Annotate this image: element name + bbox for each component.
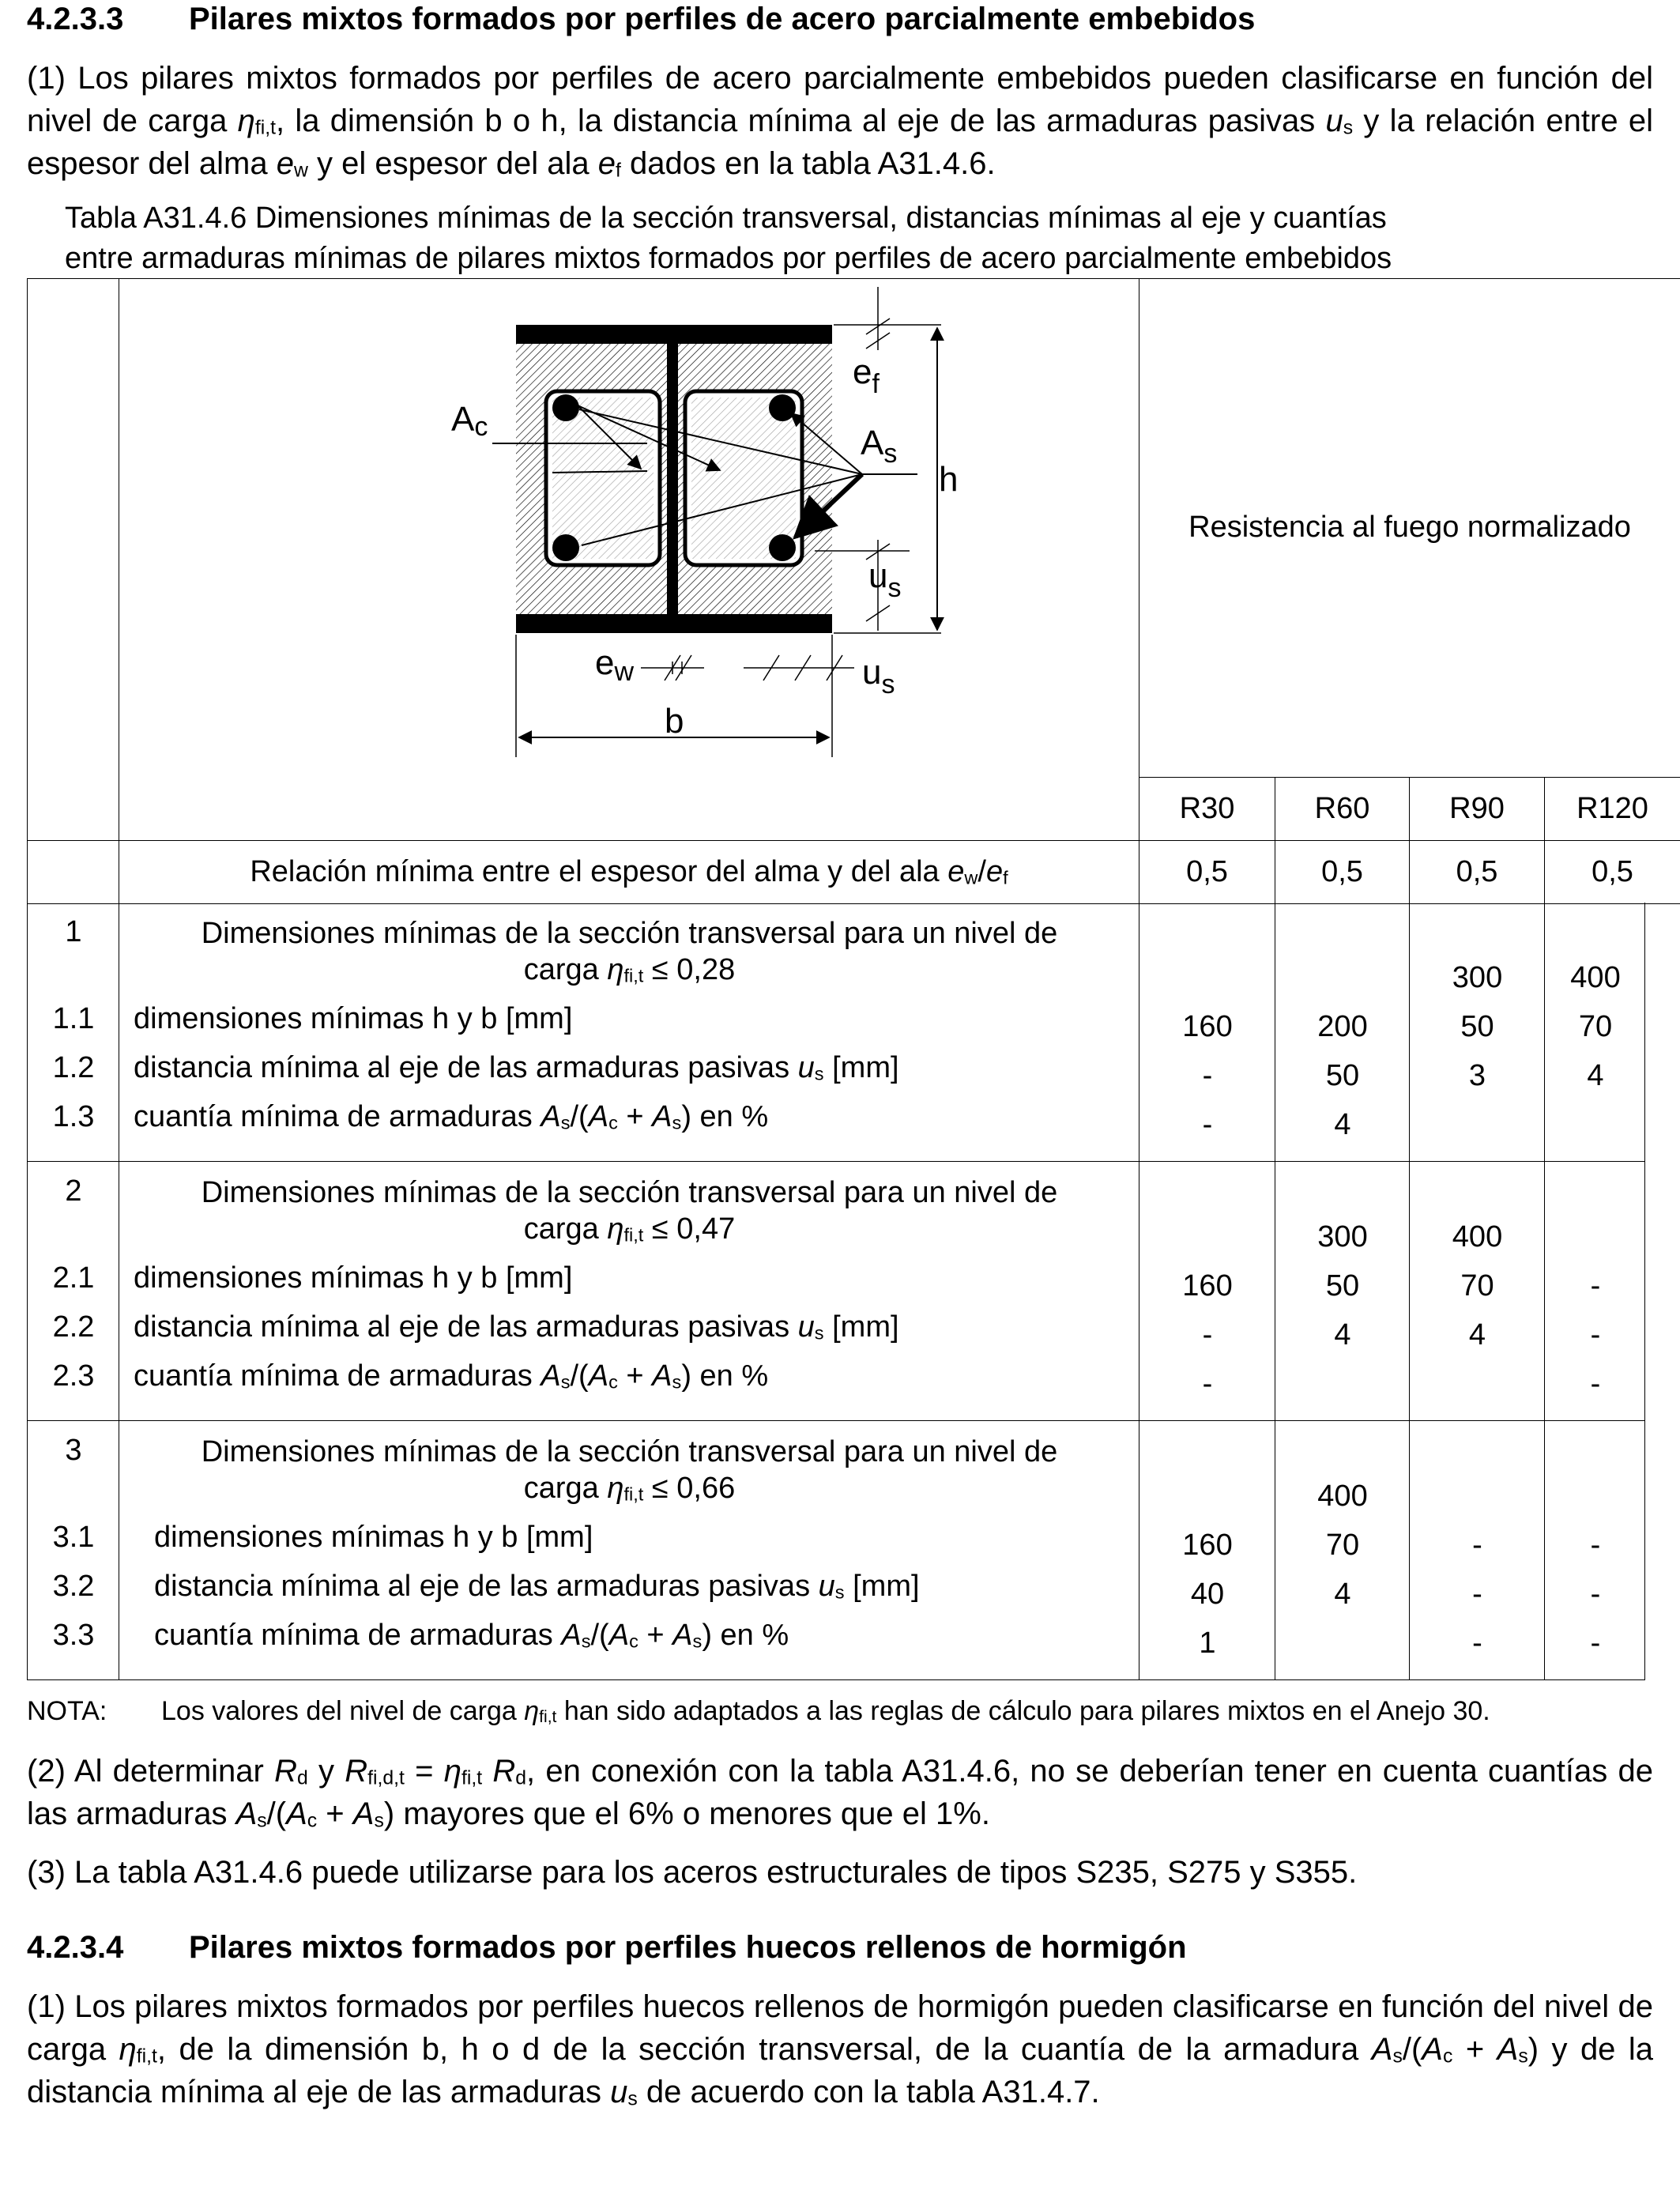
table-cell-value: - (1590, 1627, 1601, 1660)
class-r90: R90 (1410, 777, 1545, 840)
row-label: cuantía mínima de armaduras $A_s/(A_c + A_s)$ en % (134, 1359, 769, 1393)
table-note: NOTA: Los valores del nivel de carga $\eta_{fi,t}$ han sido adaptados a las reglas de cálculo para pilares mixtos en el Anejo 30. (27, 1696, 1490, 1727)
table-cell-value: 70 (1578, 1010, 1613, 1043)
table-cell-value: 200 (1317, 1010, 1368, 1043)
table-cell-value: - (1590, 1367, 1601, 1400)
cross-section-figure (119, 279, 1139, 840)
section-title: Pilares mixtos formados por perfiles de acero parcialmente embebidos (189, 2, 1256, 36)
row-number: 1.3 (52, 1100, 95, 1133)
top-flange (516, 325, 832, 344)
table-cell-value: - (1472, 1578, 1482, 1611)
table-cell-value: 4 (1334, 1318, 1351, 1351)
table-cell-value: 70 (1325, 1529, 1360, 1562)
header-blank-cell (28, 279, 119, 841)
section-number: 4.2.3.4 (27, 1930, 124, 1965)
class-r60: R60 (1275, 777, 1410, 840)
paragraph-4: (1) Los pilares mixtos formados por perfiles huecos rellenos de hormigón pueden clasificarse en función del nivel de carga $\eta_{fi,t}$, de la dimensión b, h o d de la sección transversal, de la cuantía de la armadura $A_s/(A_c + A_s)$ y de la distancia mínima al eje de las armaduras $u_s$ de acuerdo con la tabla A31.4.7. (27, 1989, 1654, 2110)
label-ew: ew (595, 643, 635, 687)
row-label: cuantía mínima de armaduras $A_s/(A_c + A_s)$ en % (134, 1100, 769, 1133)
table-cell-value: - (1590, 1578, 1601, 1611)
group-number: 1 (65, 915, 82, 948)
table-cell-value: 40 (1190, 1578, 1225, 1611)
row-number: 2.2 (52, 1310, 95, 1344)
table-group (27, 1421, 1645, 1680)
rebar (769, 534, 796, 561)
group-title: Dimensiones mínimas de la sección transversal para un nivel de carga $\eta_{fi,t} \le 0,28$ (201, 917, 1058, 986)
figure-cell (119, 279, 1139, 841)
table-cell-value: 3 (1468, 1059, 1486, 1092)
class-r120: R120 (1545, 777, 1680, 840)
ratio-value: 0,5 (1275, 841, 1410, 904)
row-number: 3.2 (52, 1570, 95, 1603)
caption-line-2: entre armaduras mínimas de pilares mixtos formados por perfiles de acero parcialmente embebidos (65, 242, 1392, 275)
row-label: distancia mínima al eje de las armaduras pasivas $u_s$ [mm] (134, 1051, 899, 1084)
table-cell-value: 4 (1334, 1578, 1351, 1611)
row-number: 1.1 (52, 1002, 95, 1035)
label-as: $A_s$ (861, 424, 898, 469)
row-label: dimensiones mínimas h y b [mm] (154, 1521, 593, 1554)
table-cell-value: - (1590, 1529, 1601, 1562)
label-us-horizontal: $u_s$ (862, 653, 895, 699)
table-cell-value: 50 (1460, 1010, 1494, 1043)
row-label: distancia mínima al eje de las armaduras pasivas $u_s$ [mm] (134, 1310, 899, 1344)
table-cell-value: - (1202, 1059, 1213, 1092)
ratio-value: 0,5 (1545, 841, 1680, 904)
rebar (552, 534, 579, 561)
row-number: 3.1 (52, 1521, 95, 1554)
table-cell-value: - (1472, 1627, 1482, 1660)
table-cell-value: 4 (1587, 1059, 1604, 1092)
ratio-value: 0,5 (1410, 841, 1545, 904)
group-number: 2 (65, 1174, 82, 1208)
table-cell-value: - (1590, 1269, 1601, 1302)
table-cell-value: - (1590, 1318, 1601, 1351)
table-cell-value: 70 (1460, 1269, 1494, 1302)
section-number: 4.2.3.3 (27, 2, 124, 36)
table-cell-value: 4 (1468, 1318, 1486, 1351)
table-cell-value: - (1202, 1318, 1213, 1351)
row-number: 1.2 (52, 1051, 95, 1084)
group-title: Dimensiones mínimas de la sección transversal para un nivel de carga $\eta_{fi,t} \le 0,47$ (201, 1176, 1058, 1246)
ratio-row (28, 841, 1680, 904)
row-label: dimensiones mínimas h y b [mm] (134, 1261, 573, 1295)
table-cell-value: 160 (1182, 1010, 1233, 1043)
section-heading-4-2-3-4 (27, 1930, 1187, 1966)
ratio-label: Relación mínima entre el espesor del alma y del ala $e_w/e_f$ (119, 841, 1139, 904)
group-title: Dimensiones mínimas de la sección transversal para un nivel de carga $\eta_{fi,t} \le 0,66$ (201, 1435, 1058, 1505)
table-cell-value: - (1472, 1529, 1482, 1562)
table-cell-value: 4 (1334, 1108, 1351, 1141)
section-title: Pilares mixtos formados por perfiles huecos rellenos de hormigón (189, 1930, 1187, 1965)
table-cell-value: 300 (1317, 1220, 1368, 1253)
row-number: 2.1 (52, 1261, 95, 1295)
header-fire-resistance: Resistencia al fuego normalizado (1139, 279, 1680, 778)
table-caption (65, 198, 1392, 279)
caption-line-1: Tabla A31.4.6 Dimensiones mínimas de la sección transversal, distancias mínimas al eje y cuantías (65, 202, 1387, 235)
label-h: h (939, 460, 959, 499)
ratio-value: 0,5 (1139, 841, 1275, 904)
table-cell-value: 400 (1317, 1480, 1368, 1513)
table-cell-value: - (1202, 1108, 1213, 1141)
table-cell-value: 50 (1325, 1059, 1360, 1092)
paragraph-1: (1) Los pilares mixtos formados por perfiles de acero parcialmente embebidos pueden clasificarse en función del nivel de carga $\eta_{fi,t}$, la dimensión b o h, la distancia mínima al eje de las armaduras pasivas $u_s$ y la relación entre el espesor del alma $e_w$ y el espesor del ala $e_f$ dados en la tabla A31.4.6. (27, 61, 1653, 182)
group-number: 3 (65, 1434, 82, 1467)
row-label: distancia mínima al eje de las armaduras pasivas $u_s$ [mm] (154, 1570, 920, 1603)
web (667, 342, 678, 616)
row-number: 3.3 (52, 1619, 95, 1652)
table-cell-value: 50 (1325, 1269, 1360, 1302)
table-cell-value: 160 (1182, 1269, 1233, 1302)
row-number: 2.3 (52, 1359, 95, 1393)
label-us-vertical: $u_s$ (868, 556, 902, 603)
table-cell-value: 400 (1570, 961, 1621, 994)
table-group (27, 1162, 1645, 1421)
table-group (27, 903, 1645, 1162)
table-a31-4-6 (27, 278, 1680, 904)
rebar (769, 394, 796, 421)
table-cell-value: - (1202, 1367, 1213, 1400)
paragraph-2: (2) Al determinar $R_d$ y $R_{fi,d,t} = \eta_{fi,t}$ $R_d$, en conexión con la tabla A31.4.6, no se deberían tener en cuenta cuantías de las armaduras $A_s/(A_c + A_s)$ mayores que el 6% o menores que el 1%. (27, 1754, 1653, 1832)
class-r30: R30 (1139, 777, 1275, 840)
paragraph-3: (3) La tabla A31.4.6 puede utilizarse para los aceros estructurales de tipos S235, S275 y S355. (27, 1855, 1358, 1890)
table-cell-value: 160 (1182, 1529, 1233, 1562)
label-ac: Ac (451, 400, 488, 442)
label-b: b (665, 702, 684, 741)
row-label: cuantía mínima de armaduras $A_s/(A_c + A_s)$ en % (154, 1619, 789, 1652)
row-label: dimensiones mínimas h y b [mm] (134, 1002, 573, 1035)
section-heading-4-2-3-3 (27, 2, 1255, 37)
label-ef: $e_f$ (853, 352, 880, 399)
table-cell-value: 300 (1452, 961, 1503, 994)
bottom-flange (516, 614, 832, 633)
table-cell-value: 1 (1199, 1627, 1216, 1660)
rebar (552, 394, 579, 421)
table-cell-value: 400 (1452, 1220, 1503, 1253)
